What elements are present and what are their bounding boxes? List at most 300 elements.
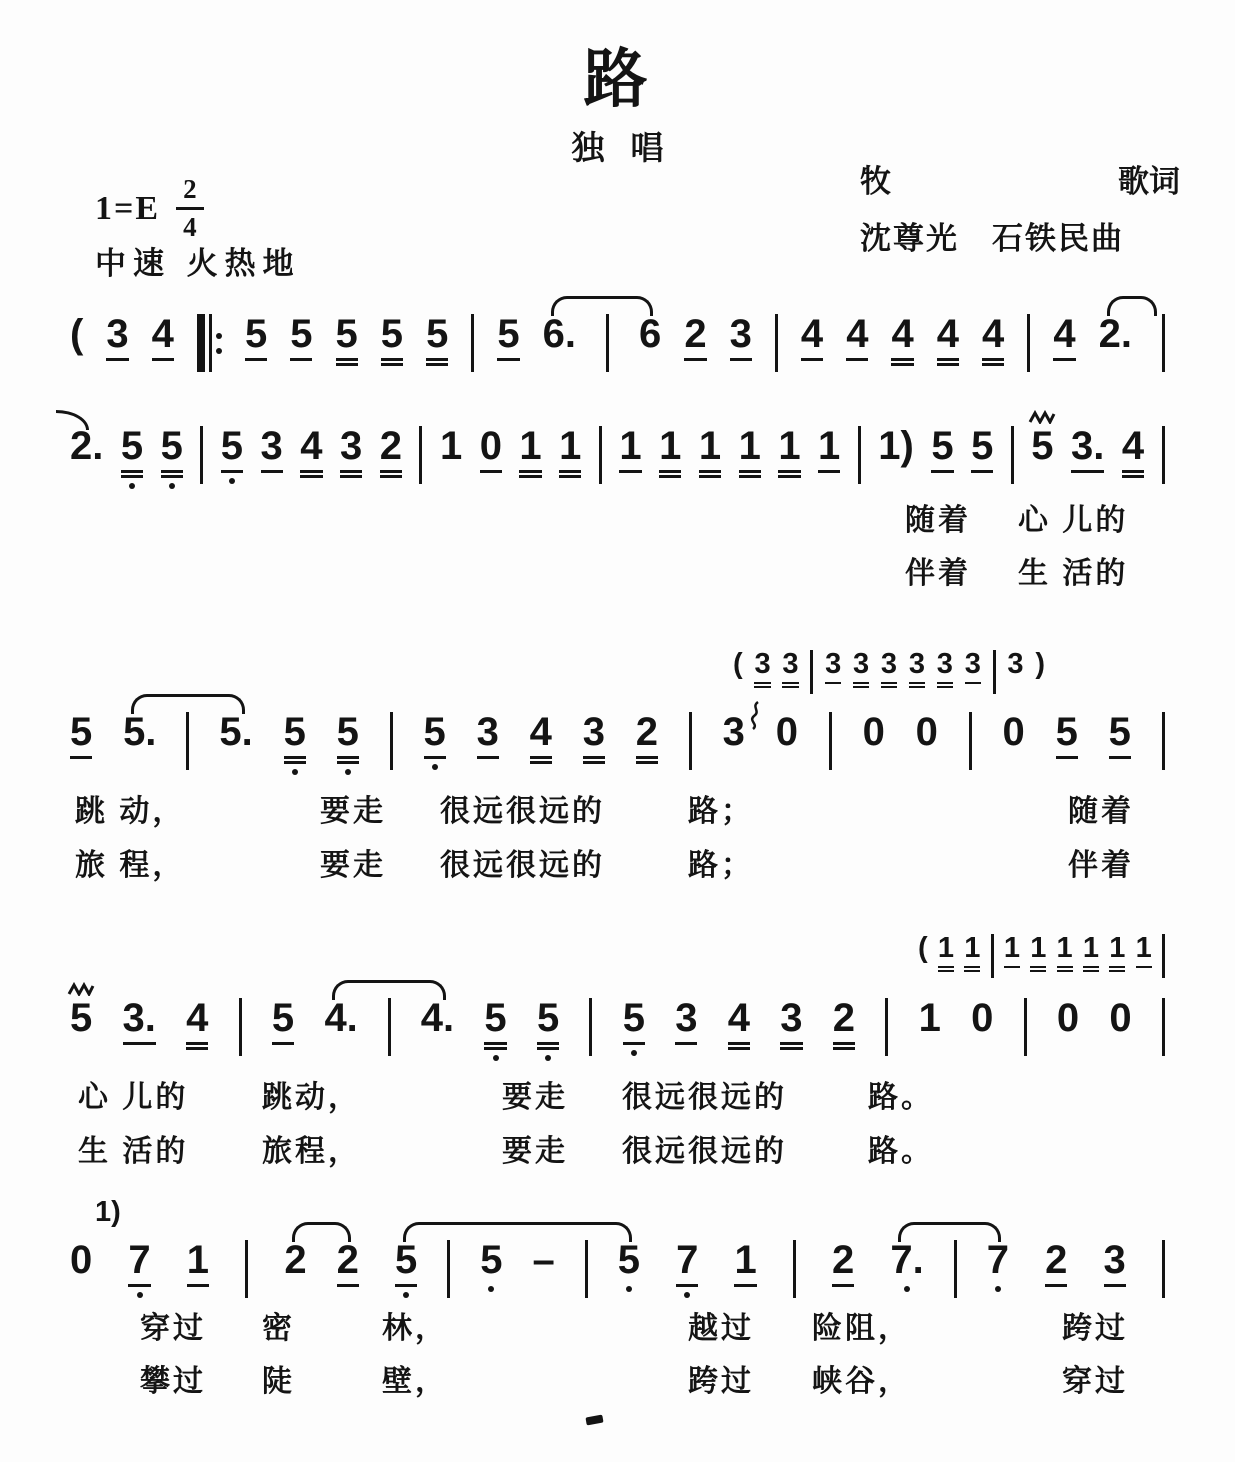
lyric-segment: 峡谷，	[812, 1365, 911, 1398]
text-token	[878, 426, 914, 467]
note-token	[801, 314, 823, 361]
beam-line	[1030, 970, 1046, 972]
note-token	[324, 998, 357, 1039]
note-digit: 5	[70, 710, 93, 754]
barline	[390, 712, 393, 770]
beam-line	[484, 1042, 506, 1045]
beam-line	[909, 686, 925, 688]
note-token	[123, 998, 156, 1045]
note-token	[676, 1240, 698, 1298]
note-token	[123, 712, 156, 753]
low-octave-dot	[403, 1292, 409, 1298]
note-token	[1109, 998, 1131, 1039]
lyric-segment: 很远很远的	[440, 849, 605, 882]
beam-line	[937, 682, 953, 684]
note-digit: 5	[244, 312, 268, 356]
beam-line	[728, 1047, 750, 1050]
note-token	[832, 1240, 854, 1287]
beam-line	[780, 1047, 802, 1050]
note-token	[728, 998, 750, 1050]
beam-line	[619, 470, 641, 473]
note-token	[863, 712, 885, 753]
note-token	[424, 712, 446, 770]
note-digit: 0	[915, 710, 938, 754]
note-token	[1109, 934, 1125, 972]
note-digit: 5	[1031, 424, 1054, 468]
barline	[606, 314, 609, 372]
beam-line	[337, 761, 359, 764]
note-digit: 5	[290, 312, 313, 356]
beam-line	[982, 363, 1004, 366]
credit-lyricist-role: 歌词	[1118, 164, 1180, 199]
note-digit: 4	[151, 312, 174, 356]
note-token	[337, 1240, 359, 1287]
note-token	[965, 650, 981, 684]
low-octave-dot	[493, 1055, 499, 1061]
beam-line	[754, 686, 770, 688]
tie-end-icon	[56, 410, 89, 430]
system-line-7	[70, 1240, 1165, 1298]
song-subtitle: 独唱	[571, 129, 690, 166]
note-digit: 4	[300, 424, 323, 468]
note-digit: 3	[780, 996, 803, 1040]
beam-line	[730, 358, 752, 361]
note-digit: 4	[936, 312, 959, 356]
beam-line	[559, 470, 581, 473]
note-token	[1071, 426, 1104, 473]
note-digit: 1	[1003, 932, 1020, 964]
note-digit: )	[1035, 648, 1045, 680]
note-digit: 1	[519, 424, 542, 468]
beam-line	[778, 470, 800, 473]
note-token	[937, 314, 959, 366]
beam-line	[1053, 358, 1075, 361]
tempo-marking: 中速 火热地	[95, 246, 301, 281]
beam-line	[484, 1047, 506, 1050]
note-digit: 5	[617, 1238, 640, 1282]
note-token	[219, 712, 252, 753]
note-token	[938, 934, 954, 972]
note-token	[618, 1240, 640, 1292]
beam-line	[261, 470, 283, 473]
note-token	[1004, 934, 1020, 968]
note-digit: 0	[70, 1238, 93, 1282]
beam-line	[937, 363, 959, 366]
note-token	[639, 314, 661, 355]
beam-line	[1057, 966, 1073, 968]
beam-line	[381, 358, 403, 361]
barline	[885, 998, 888, 1056]
system-line-6	[70, 998, 1165, 1061]
barline	[689, 712, 692, 770]
note-token	[891, 314, 913, 366]
lyric-segment: 跨过	[688, 1365, 754, 1398]
beam-line	[938, 970, 954, 972]
beam-line	[381, 363, 403, 366]
note-token	[964, 934, 980, 972]
barline	[471, 314, 474, 372]
note-digit: 5	[283, 710, 306, 754]
beam-line	[284, 756, 306, 759]
note-token	[890, 1240, 923, 1292]
note-token	[971, 998, 993, 1039]
note-digit: 3.	[1071, 424, 1105, 468]
barline	[1011, 426, 1014, 484]
note-token	[440, 426, 462, 467]
beam-line	[530, 756, 552, 759]
tie-arc-group	[1099, 314, 1165, 372]
note-digit: 5	[380, 312, 404, 356]
beam-line	[931, 470, 953, 473]
beam-line	[1056, 756, 1078, 759]
beam-line	[818, 470, 840, 473]
beam-line	[881, 682, 897, 684]
note-token	[380, 426, 402, 478]
time-signature	[176, 176, 204, 241]
beam-line	[70, 756, 92, 759]
beam-line	[1136, 966, 1152, 968]
system-line-4	[70, 712, 1165, 775]
mordent-ornament	[1028, 410, 1056, 424]
beam-line	[336, 363, 358, 366]
note-digit: 4.	[324, 996, 358, 1040]
note-digit: 3	[1007, 648, 1024, 680]
lyric-segment: 路；	[688, 795, 754, 828]
beam-line	[699, 475, 721, 478]
lyric-segment: 壁，	[382, 1365, 448, 1398]
beam-line	[937, 358, 959, 361]
note-digit: 7	[676, 1238, 699, 1282]
beam-line	[780, 1042, 802, 1045]
beam-line	[659, 470, 681, 473]
note-token	[221, 426, 243, 484]
lyric-row-5	[0, 1072, 1235, 1112]
beam-line	[1122, 475, 1144, 478]
beam-line	[891, 363, 913, 366]
note-digit: 3	[964, 648, 981, 680]
beam-line	[825, 682, 841, 684]
note-token	[853, 650, 869, 688]
beam-line	[1004, 966, 1020, 968]
note-digit: 3	[936, 648, 953, 680]
beam-line	[380, 475, 402, 478]
note-token	[931, 426, 953, 473]
beam-line	[1109, 970, 1125, 972]
lyric-segment: 路；	[688, 849, 754, 882]
glissando-ornament	[749, 700, 762, 730]
note-token	[659, 426, 681, 478]
beam-line	[891, 358, 913, 361]
beam-line	[121, 470, 143, 473]
note-digit: 5.	[219, 710, 253, 754]
note-digit: 3	[729, 312, 752, 356]
note-digit: 3	[880, 648, 898, 680]
note-digit: 2	[684, 312, 707, 356]
beam-line	[1083, 970, 1099, 972]
note-digit: 1	[1030, 932, 1047, 964]
low-octave-dot	[545, 1055, 551, 1061]
credit-lyricist-row	[860, 156, 1180, 201]
lyric-segment: 旅程，	[262, 1135, 361, 1168]
note-digit: 0	[971, 996, 994, 1040]
note-token	[128, 1240, 150, 1298]
note-digit: 5	[120, 424, 144, 468]
note-token	[1057, 934, 1073, 972]
lyric-segment: 心 儿的	[78, 1081, 189, 1114]
note-token	[336, 314, 358, 366]
note-digit: 1	[734, 1238, 757, 1282]
note-digit: 2	[832, 1238, 855, 1282]
beam-line	[424, 756, 446, 759]
beam-line	[480, 470, 502, 473]
note-token	[619, 426, 641, 473]
beam-line	[221, 470, 243, 473]
key-root: 1=E	[95, 189, 161, 227]
note-digit: 6.	[542, 312, 577, 356]
note-digit: 5	[335, 312, 358, 356]
note-digit: 5	[497, 312, 520, 356]
note-digit: 5	[220, 424, 244, 468]
note-token	[825, 650, 841, 684]
beam-line	[833, 1042, 855, 1045]
note-token	[1030, 934, 1046, 972]
beam-line	[676, 1284, 698, 1287]
lyric-segment: 很远很远的	[440, 795, 605, 828]
low-octave-dot	[626, 1286, 632, 1292]
note-token	[1099, 314, 1132, 355]
note-digit: 2	[284, 1238, 307, 1282]
beam-line	[909, 682, 925, 684]
barline	[954, 1240, 957, 1298]
beam-line	[636, 756, 658, 759]
note-token	[1057, 998, 1079, 1039]
note-digit: 4	[846, 312, 869, 356]
note-token	[739, 426, 761, 478]
barline	[810, 650, 813, 694]
lyric-segment: 随着	[905, 504, 971, 537]
note-digit: 1	[1135, 932, 1152, 964]
note-token	[284, 712, 306, 775]
tie-arc-group	[324, 998, 454, 1056]
beam-line	[754, 682, 770, 684]
note-token	[1007, 650, 1023, 680]
note-digit: 1	[698, 424, 722, 468]
beam-line	[336, 358, 358, 361]
note-token	[1083, 934, 1099, 972]
note-token	[340, 426, 362, 478]
credit-lyricist-name: 牧	[860, 164, 891, 199]
time-sig-numerator: 2	[176, 176, 204, 210]
note-token	[730, 314, 752, 361]
barline	[599, 426, 602, 484]
beam-line	[519, 470, 541, 473]
note-digit: 1	[559, 424, 582, 468]
note-token	[187, 1240, 209, 1287]
lyric-segment: 穿过	[140, 1312, 206, 1345]
note-digit: 6	[639, 312, 662, 356]
beam-line	[853, 686, 869, 688]
note-digit: 3	[1103, 1238, 1126, 1282]
lyric-segment: 路。	[868, 1081, 934, 1114]
beam-line	[1057, 970, 1073, 972]
lyric-segment: 密	[262, 1312, 295, 1345]
note-digit: 3	[476, 710, 499, 754]
note-digit: 3	[260, 424, 283, 468]
note-token	[919, 998, 941, 1039]
beam-line	[128, 1284, 150, 1287]
note-token	[776, 712, 798, 753]
note-token	[1122, 426, 1144, 478]
lyric-segment: 跳动，	[262, 1081, 361, 1114]
lyric-segment: 跳 动，	[75, 795, 186, 828]
beam-line	[1122, 470, 1144, 473]
mordent-ornament	[67, 982, 95, 996]
note-digit: 5	[394, 1238, 418, 1282]
lyric-segment: 攀过	[140, 1365, 206, 1398]
note-token	[272, 998, 294, 1045]
beam-line	[1109, 966, 1125, 968]
beam-line	[801, 358, 823, 361]
note-token	[421, 998, 454, 1039]
time-sig-denominator: 4	[183, 212, 197, 242]
low-octave-dot	[995, 1286, 1001, 1292]
note-digit: 0	[775, 710, 798, 754]
note-token	[161, 426, 183, 489]
note-digit: 1	[738, 424, 761, 468]
barline	[447, 1240, 450, 1298]
beam-line	[728, 1042, 750, 1045]
beam-line	[161, 475, 183, 478]
beam-line	[106, 358, 128, 361]
note-digit: 4	[800, 312, 824, 356]
repeat-dot	[216, 333, 222, 339]
barline	[239, 998, 242, 1056]
beam-line	[1071, 470, 1104, 473]
barline	[991, 934, 994, 978]
note-digit: 1	[778, 424, 801, 468]
note-digit: 1	[1056, 932, 1073, 964]
note-token	[1053, 314, 1075, 361]
note-token	[70, 1240, 92, 1281]
barline	[585, 1240, 588, 1298]
beam-line	[684, 358, 706, 361]
lyric-segment: 越过	[688, 1312, 754, 1345]
note-token	[290, 314, 312, 361]
note-digit: 3	[908, 648, 925, 680]
note-digit: 3	[675, 996, 698, 1040]
note-token	[636, 712, 658, 764]
mordent-icon	[67, 982, 95, 996]
note-digit: 2	[635, 710, 659, 754]
note-token	[1045, 1240, 1067, 1287]
note-digit: 1	[1082, 932, 1100, 964]
repeat-thin-bar	[209, 314, 212, 372]
note-token	[543, 314, 576, 355]
beam-line	[337, 756, 359, 759]
low-octave-dot	[292, 769, 298, 775]
note-token	[754, 650, 770, 688]
system-line-5	[918, 934, 1165, 978]
beam-line	[982, 358, 1004, 361]
beam-line	[519, 475, 541, 478]
note-token	[833, 998, 855, 1050]
note-digit: 7	[128, 1238, 151, 1282]
note-digit: 3	[722, 710, 745, 754]
note-token	[284, 1240, 306, 1281]
credit-composers: 沈尊光 石铁民曲	[860, 221, 1124, 256]
note-token	[937, 650, 953, 688]
note-digit: 1	[659, 424, 682, 468]
note-digit: 2	[832, 996, 856, 1040]
beam-line	[245, 358, 267, 361]
note-token	[699, 426, 721, 478]
note-digit: 5	[423, 710, 446, 754]
note-digit: 5	[1108, 710, 1131, 754]
note-token	[70, 426, 103, 467]
note-digit: 5	[70, 996, 93, 1040]
note-token	[1003, 712, 1025, 753]
note-token	[497, 314, 519, 361]
note-token	[780, 998, 802, 1050]
beam-line	[121, 475, 143, 478]
note-digit: 5	[426, 312, 449, 356]
page-footer-mark	[585, 1415, 603, 1426]
note-digit: 2	[336, 1238, 359, 1282]
beam-line	[1045, 1284, 1067, 1287]
tie-arc-group	[284, 1240, 359, 1287]
note-digit: 2	[1045, 1238, 1068, 1282]
note-digit: 1)	[878, 424, 914, 468]
low-octave-dot	[432, 764, 438, 770]
note-digit: 1	[619, 424, 642, 468]
note-token	[559, 426, 581, 478]
barline	[1162, 426, 1165, 484]
note-digit: 5	[484, 996, 507, 1040]
beam-line	[778, 475, 800, 478]
note-digit: 4	[727, 996, 750, 1040]
note-token	[530, 712, 552, 764]
barline	[200, 426, 203, 484]
beam-line	[1083, 966, 1099, 968]
repeat-thick-bar	[197, 314, 205, 372]
beam-line	[675, 1042, 697, 1045]
repeat-dot	[216, 348, 222, 354]
note-token	[818, 426, 840, 473]
note-token	[477, 712, 499, 759]
note-digit: 2.	[70, 424, 104, 468]
low-octave-dot	[229, 478, 235, 484]
note-digit: 1	[439, 424, 463, 468]
note-token	[778, 426, 800, 478]
text-token	[1035, 650, 1045, 680]
beam-line	[477, 756, 499, 759]
beam-line	[964, 966, 980, 968]
beam-line	[833, 1047, 855, 1050]
beam-line	[337, 1284, 359, 1287]
low-octave-dot	[137, 1292, 143, 1298]
note-token	[916, 712, 938, 753]
note-token	[484, 998, 506, 1061]
note-digit: 0	[862, 710, 885, 754]
note-token	[987, 1240, 1009, 1292]
note-token	[623, 998, 645, 1056]
barline	[775, 314, 778, 372]
lyric-segment: 要走	[320, 849, 386, 882]
beam-line	[161, 470, 183, 473]
beam-line	[659, 475, 681, 478]
beam-line	[1109, 756, 1131, 759]
beam-line	[537, 1042, 559, 1045]
